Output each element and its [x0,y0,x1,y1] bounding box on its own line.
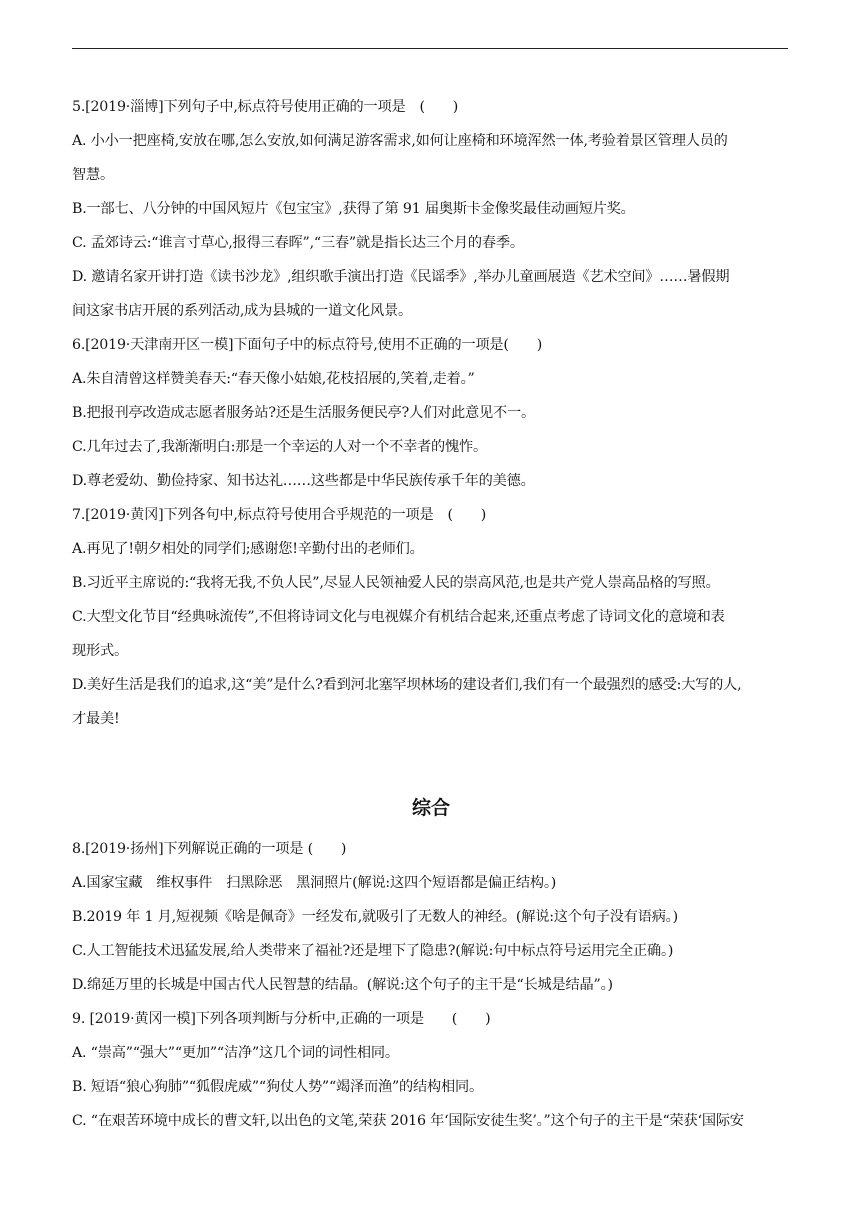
option-line: C. 孟郊诗云:“谁言寸草心,报得三春晖”,“三春”就是指长达三个月的春季。 [72,235,524,251]
option-line: 智慧。 [72,167,114,183]
question-number: 7. [72,507,86,523]
question-text: 下列解说正确的一项是 ( ) [163,841,347,857]
question-source: [2019·淄博] [85,99,164,115]
question-block [72,498,790,736]
questions-part-1 [72,90,790,736]
section-gap [72,736,790,788]
answer-option [72,464,790,498]
questions-part-2 [72,832,790,1138]
answer-option [72,124,790,192]
answer-option [72,968,790,1002]
option-line: B.2019 年 1 月,短视频《啥是佩奇》一经发布,就吸引了无数人的神经。(解说:这个句子没有语病。) [72,909,678,925]
option-line: B.一部七、八分钟的中国风短片《包宝宝》,获得了第 91 届奥斯卡金像奖最佳动画短片奖。 [72,201,635,217]
question-text: 下面句子中的标点符号,使用不正确的一项是( ) [233,337,543,353]
answer-option [72,600,790,668]
option-line: B.习近平主席说的:“我将无我,不负人民”,尽显人民领袖爱人民的崇高风范,也是共产党人崇高品格的写照。 [72,575,720,591]
answer-option [72,668,790,736]
option-line: C.大型文化节目“经典咏流传”,不但将诗词文化与电视媒介有机结合起来,还重点考虑了诗词文化的意境和表 [72,609,725,625]
answer-option [72,192,790,226]
answer-option [72,260,790,328]
section-title: 综合 [411,797,450,819]
question-number: 8. [72,841,86,857]
option-line: D.绵延万里的长城是中国古代人民智慧的结晶。(解说:这个句子的主干是“长城是结晶”。) [72,977,613,993]
header-rule [72,48,788,49]
option-line: B.把报刊亭改造成志愿者服务站?还是生活服务便民亭?人们对此意见不一。 [72,405,535,421]
question-stem [72,1002,790,1036]
question-source: [2019·黄冈] [85,507,164,523]
option-line: 间这家书店开展的系列活动,成为县城的一道文化风景。 [72,303,413,319]
answer-option [72,430,790,464]
question-stem [72,832,790,866]
answer-option [72,934,790,968]
question-text: 下列各句中,标点符号使用合乎规范的一项是 ( ) [163,507,487,523]
answer-option [72,396,790,430]
answer-option [72,566,790,600]
option-line: D. 邀请名家开讲打造《读书沙龙》,组织歌手演出打造《民谣季》,举办儿童画展造《艺术空间》……暑假期 [72,269,730,285]
option-line: A.再见了!朝夕相处的同学们;感谢您!辛勤付出的老师们。 [72,541,424,557]
question-block [72,90,790,328]
question-stem [72,328,790,362]
question-number: 5. [72,99,86,115]
option-line: C.人工智能技术迅猛发展,给人类带来了福祉?还是埋下了隐患?(解说:句中标点符号运用完全正确。) [72,943,674,959]
option-line: D.尊老爱幼、勤俭持家、知书达礼……这些都是中华民族传承千年的美德。 [72,473,535,489]
option-line: C.几年过去了,我渐渐明白:那是一个幸运的人对一个不幸者的愧怍。 [72,439,488,455]
answer-option [72,900,790,934]
answer-option [72,1070,790,1104]
option-line: A. “崇高”“强大”“更加”“洁净”这几个词的词性相同。 [72,1045,399,1061]
option-line: 现形式。 [72,643,128,659]
question-number: 6. [72,337,86,353]
question-block [72,832,790,1002]
option-line: B. 短语“狼心狗肺”“狐假虎威”“狗仗人势”“竭泽而渔”的结构相同。 [72,1079,483,1095]
question-block [72,328,790,498]
option-line: A.朱自清曾这样赞美春天:“春天像小姑娘,花枝招展的,笑着,走着。” [72,371,475,387]
answer-option [72,1036,790,1070]
document-body [72,90,790,1138]
question-source: [2019·黄冈一模] [89,1011,196,1027]
answer-option [72,1104,790,1138]
answer-option [72,226,790,260]
option-line: 才最美! [72,711,120,727]
answer-option [72,532,790,566]
question-stem [72,498,790,532]
option-line: D.美好生活是我们的追求,这“美”是什么?看到河北塞罕坝林场的建设者们,我们有一个最强烈的感受:大写的人, [72,677,742,693]
option-line: A. 小小一把座椅,安放在哪,怎么安放,如何满足游客需求,如何让座椅和环境浑然一体,考验着景区管理人员的 [72,133,728,149]
question-stem [72,90,790,124]
question-source: [2019·扬州] [85,841,164,857]
question-block [72,1002,790,1138]
question-source: [2019·天津南开区一模] [85,337,234,353]
answer-option [72,866,790,900]
question-number: 9. [72,1011,90,1027]
answer-option [72,362,790,396]
question-text: 下列各项判断与分析中,正确的一项是 ( ) [195,1011,491,1027]
question-text: 下列句子中,标点符号使用正确的一项是 ( ) [163,99,459,115]
option-line: C. “在艰苦环境中成长的曹文轩,以出色的文笔,荣获 2016 年‘国际安徒生奖’。”这个句子的主干是“荣获‘国际安 [72,1113,744,1129]
option-line: A.国家宝藏 维权事件 扫黑除恶 黑洞照片(解说:这四个短语都是偏正结构。) [72,875,557,891]
